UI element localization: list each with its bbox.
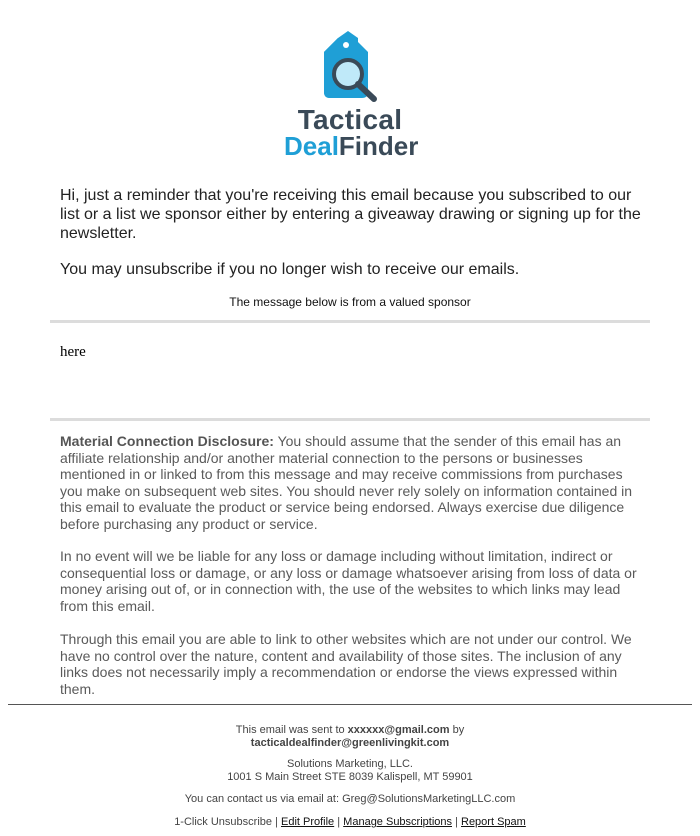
price-tag-magnifier-icon — [316, 28, 384, 104]
sent-to-line — [0, 724, 700, 750]
contact-line: You can contact us via email at: Greg@SolutionsMarketingLLC.com — [184, 793, 516, 805]
footer-divider — [8, 704, 692, 705]
liability-text: In no event will we be liable for any loss or damage including without limitation, indirect or consequential loss or damage, or any loss or damage whatsoever arising from loss of data or money arising out of, or in connection with, the use of the websites to which links may lead from this email. — [60, 548, 637, 614]
footer-links — [0, 816, 700, 829]
logo-text-deal: Deal — [284, 131, 339, 161]
report-spam-link[interactable]: Report Spam — [461, 816, 526, 828]
logo-text-finder: Finder — [338, 131, 419, 161]
company-name: Solutions Marketing, LLC. — [287, 758, 413, 770]
brand-logo[interactable] — [284, 28, 419, 161]
sent-by-label: by — [449, 724, 465, 736]
edit-profile-link[interactable]: Edit Profile — [280, 816, 335, 828]
sponsor-note: The message below is from a valued sponsor — [229, 295, 471, 309]
sender-email: tacticaldealfinder@greenlivingkit.com — [250, 737, 450, 749]
intro-text: Hi, just a reminder that you're receiving this email because you subscribed to our list or a list we sponsor either by entering a giveaway drawing or signing up for the newsletter. — [60, 187, 641, 242]
divider-bottom — [50, 418, 650, 421]
disclosure-body: You should assume that the sender of this email has an affiliate relationship and/or another material connection to the persons or businesses mentioned in or linked to from this message and may receive commissions from purchases you make on subsequent web sites. You should never rely solely on information contained in this email to evaluate the product or service being endorsed. Always exercise due diligence before purchasing any product or service. — [60, 433, 633, 532]
unsubscribe-note: You may unsubscribe if you no longer wish to receive our emails. — [60, 261, 520, 278]
logo-text-tactical: Tactical — [297, 104, 403, 135]
separator: | — [272, 816, 281, 828]
disclosure-text — [60, 433, 645, 532]
separator: | — [452, 816, 461, 828]
logo-text-dealfinder — [284, 131, 419, 162]
divider-top — [50, 320, 650, 323]
separator: | — [334, 816, 344, 828]
company-address: 1001 S Main Street STE 8039 Kalispell, MT 59901 — [227, 771, 473, 783]
manage-subscriptions-link[interactable]: Manage Subscriptions — [343, 816, 453, 828]
one-click-unsubscribe-label: 1-Click Unsubscribe — [174, 816, 272, 828]
recipient-email: xxxxxx@gmail.com — [347, 724, 450, 736]
sent-to-prefix: This email was sent to — [235, 724, 348, 736]
sponsor-message-body: here — [60, 344, 86, 360]
disclosure-title: Material Connection Disclosure: — [60, 433, 274, 449]
company-block — [0, 758, 700, 784]
links-note-text: Through this email you are able to link to other websites which are not under our control. We have no control over the nature, content and availability of those sites. The inclusion of any links does not necessarily imply a recommendation or endorse the views expressed within them. — [60, 631, 632, 697]
